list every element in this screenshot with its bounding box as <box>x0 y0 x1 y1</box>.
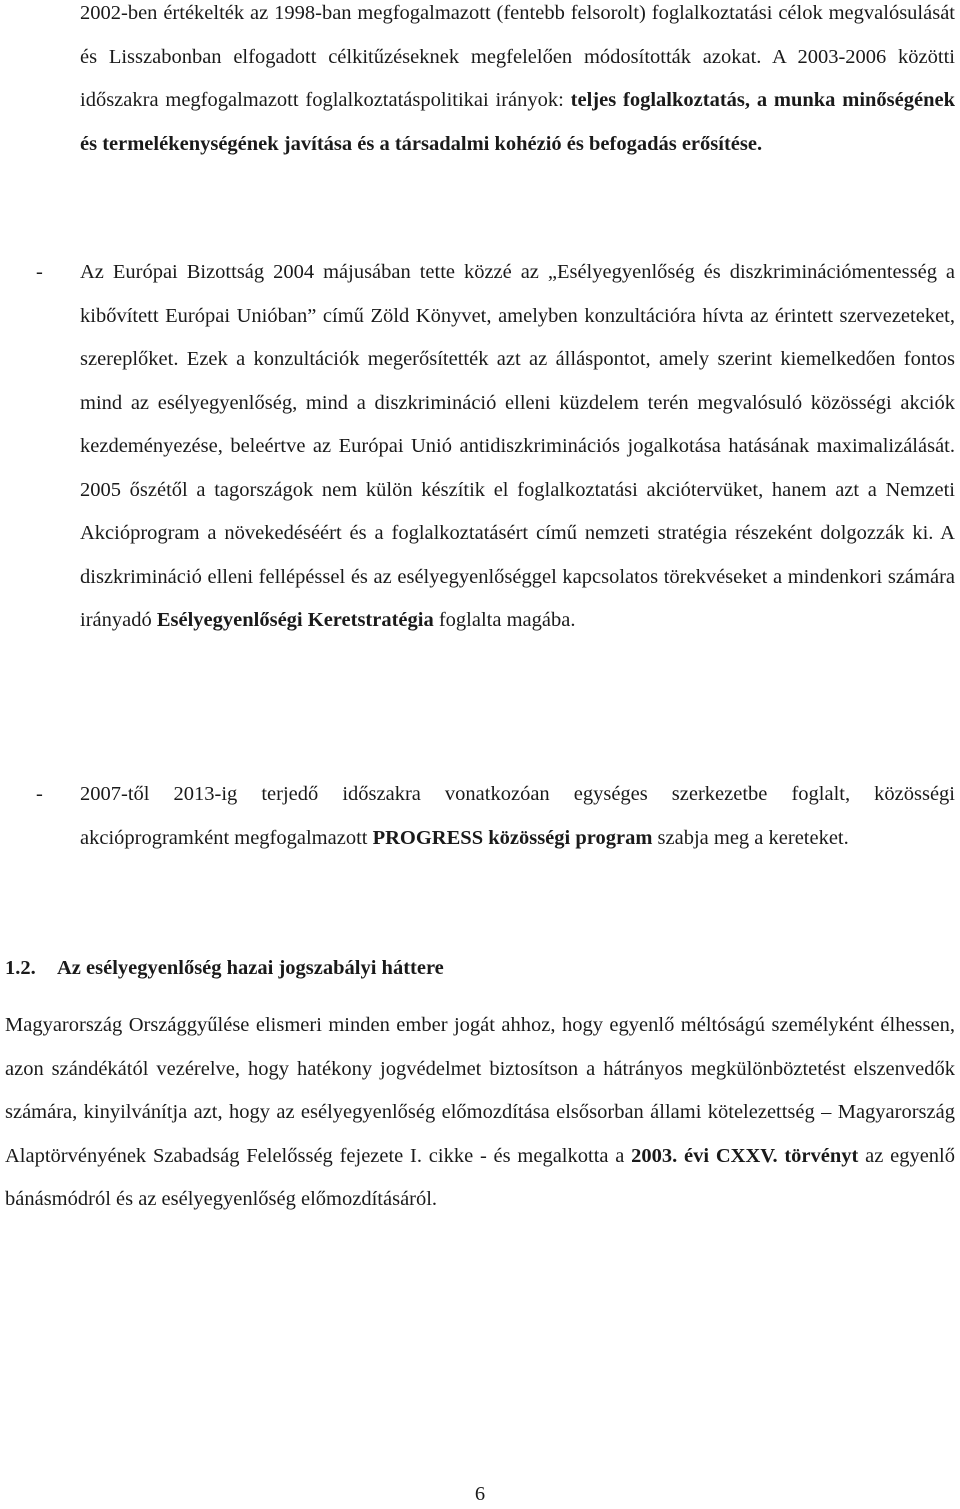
bold-phrase: Esélyegyenlőségi Keretstratégia <box>156 609 434 631</box>
bold-phrase: teljes foglalkoztatás, a munka minőségének és termelékenységének javítása és a társadalmi kohézió és befogadás erősítése. <box>80 89 955 155</box>
bullet-marker: - <box>36 783 43 805</box>
bold-phrase: PROGRESS közösségi program <box>372 826 653 849</box>
bullet-paragraph-green-paper <box>80 251 955 643</box>
page-number: 6 <box>474 1483 486 1505</box>
section-heading <box>5 947 444 991</box>
paragraph-text: foglalta magába. <box>433 609 576 631</box>
section-title: Az esélyegyenlőség hazai jogszabályi háttere <box>57 957 444 979</box>
body-paragraph <box>5 1004 955 1222</box>
paragraph-text: az egyenlő bánásmódról és az esélyegyenlőség előmozdításáról. <box>5 1144 956 1210</box>
section-number: 1.2. <box>5 957 36 979</box>
bullet-paragraph-progress <box>80 773 955 860</box>
bold-phrase: 2003. évi CXXV. törvényt <box>631 1144 859 1167</box>
continuation-paragraph <box>80 0 955 166</box>
paragraph-text: 2002-ben értékelték az 1998-ban megfogalmazott (fentebb felsorolt) foglalkoztatási célok megvalósulását és Lisszabonban elfogadott célkitűzéseknek megfelelően módosították azokat. A 2003-2006 közötti időszakra megfogalmazott foglalkoztatáspolitikai irányok: <box>80 2 955 111</box>
paragraph-text: Magyarország Országgyűlése elismeri minden ember jogát ahhoz, hogy egyenlő méltóságú személyként élhessen, azon szándékától vezérelve, hogy hatékony jogvédelmet biztosítson a hátrányos megkülönböztetést elszenvedők számára, kinyilvánítja azt, hogy az esélyegyenlőség előmozdítása elsősorban állami kötelezettség – Magyarország Alaptörvényének Szabadság Felelősség fejezete I. cikke - és megalkotta a <box>5 1014 955 1167</box>
bullet-marker: - <box>36 261 43 283</box>
paragraph-text: Az Európai Bizottság 2004 májusában tette közzé az „Esélyegyenlőség és diszkriminációmentesség a kibővített Európai Unióban” című Zöld Könyvet, amelyben konzultációra hívta az érintett szervezeteket, szereplőket. Ezek a konzultációk megerősítették azt az álláspontot, amely szerint kiemelkedően fontos mind az esélyegyenlőség, mind a diszkrimináció elleni küzdelem terén megvalósuló közösségi akciók kezdeményezése, beleértve az Európai Unió antidiszkriminációs jogalkotása hatásának maximalizálását. 2005 őszétől a tagországok nem külön készítik el foglalkoztatási akciótervüket, hanem azt a Nemzeti Akcióprogram a növekedéséért és a foglalkoztatásért című nemzeti stratégia részeként dolgozzák ki. A diszkrimináció elleni fellépéssel és az esélyegyenlőséggel kapcsolatos törekvéseket a mindenkori számára irányadó <box>80 261 955 631</box>
paragraph-text: 2007-től 2013-ig terjedő időszakra vonatkozóan egységes szerkezetbe foglalt, közösségi akcióprogramként megfogalmazott <box>80 783 955 849</box>
paragraph-text: szabja meg a kereteket. <box>652 826 849 849</box>
